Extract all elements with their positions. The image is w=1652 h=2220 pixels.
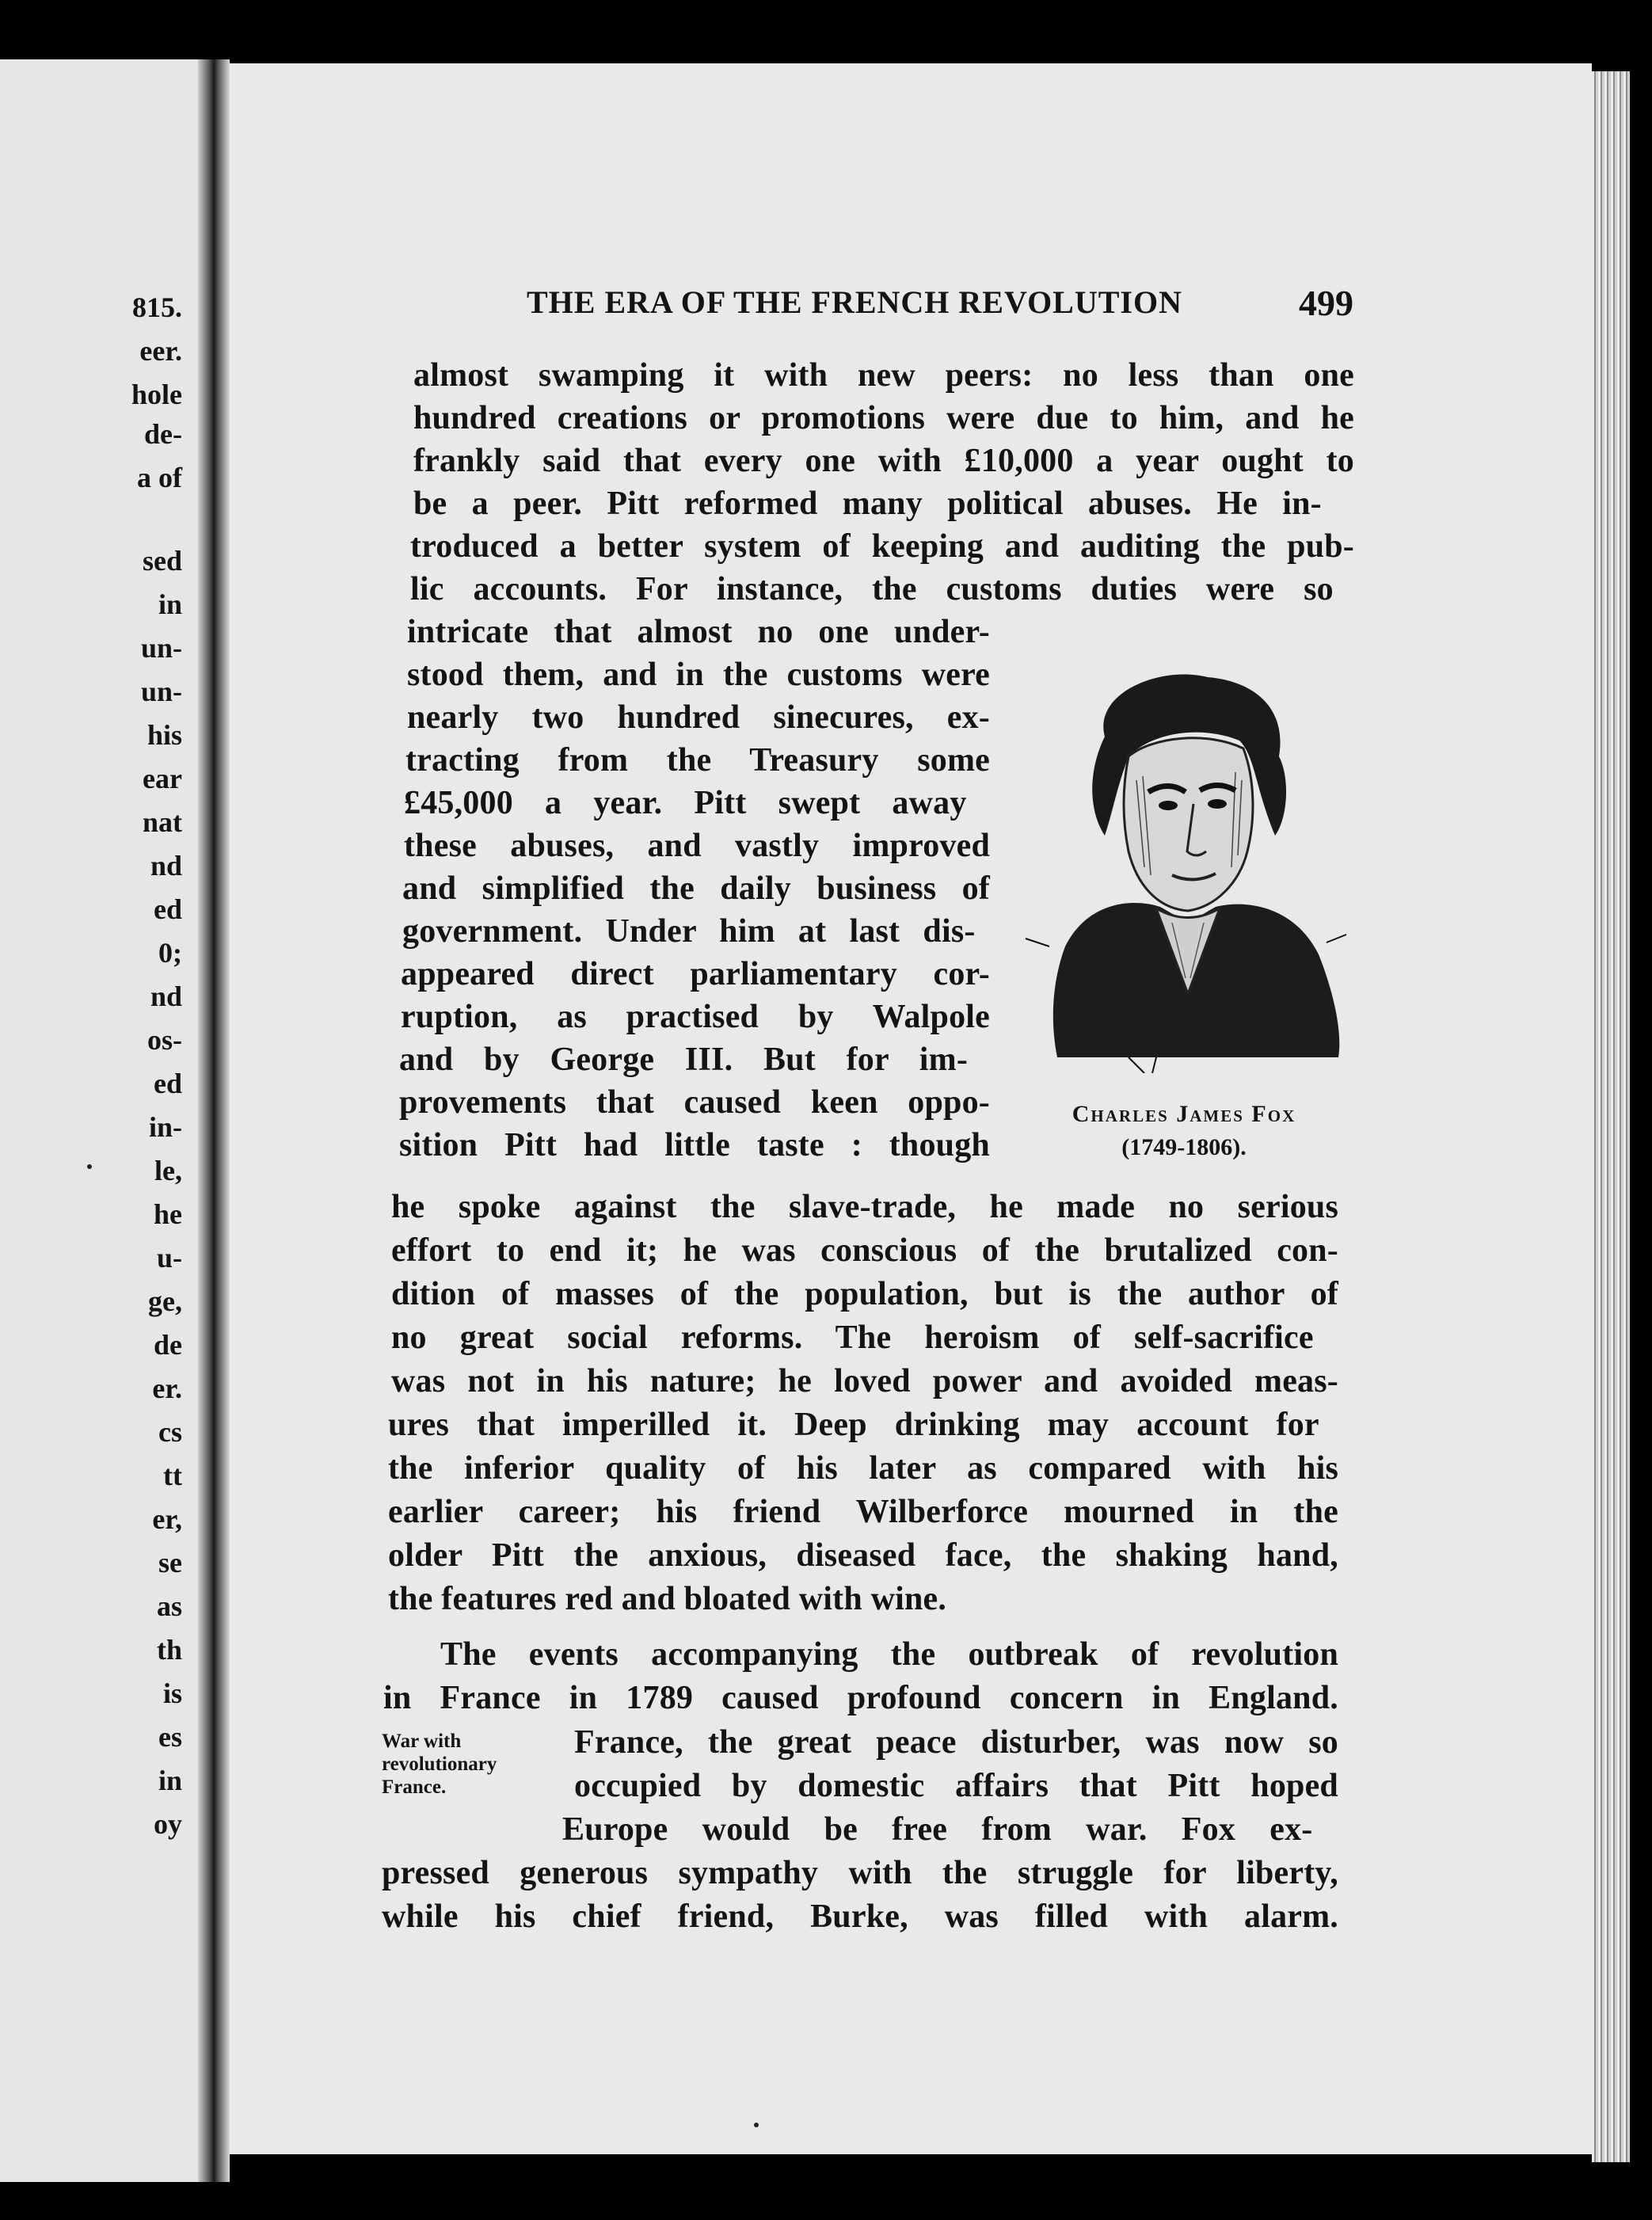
left-page-fragment: cs <box>158 1416 182 1448</box>
left-page-fragment: se <box>158 1547 182 1578</box>
body-line: he spoke against the slave-trade, he made no serious <box>391 1189 1338 1225</box>
left-page-fragment: ed <box>154 893 182 925</box>
left-page-fragment: ear <box>143 763 182 794</box>
left-page-fragment: un- <box>140 632 182 664</box>
left-page-fragment: eer. <box>139 335 182 367</box>
body-line: government. Under him at last dis- <box>402 913 976 950</box>
left-page-fragment: in <box>158 1765 182 1796</box>
dust-speck <box>754 2123 759 2127</box>
body-line: occupied by domestic affairs that Pitt hoped <box>574 1768 1338 1804</box>
left-page-fragment: er. <box>152 1373 182 1404</box>
body-line: £45,000 a year. Pitt swept away <box>404 785 967 821</box>
left-page-fragment: in- <box>148 1111 182 1143</box>
figure-caption-years: (1749-1806). <box>1121 1134 1247 1160</box>
left-page-fragment: his <box>147 719 182 751</box>
body-line: almost swamping it with new peers: no less than one <box>413 357 1354 394</box>
sidenote-line: revolutionary <box>382 1754 497 1775</box>
body-line: was not in his nature; he loved power and avoided meas- <box>391 1363 1338 1399</box>
left-page-fragment: ed <box>154 1068 182 1099</box>
body-line: appeared direct parliamentary cor- <box>401 956 990 992</box>
body-line: the inferior quality of his later as compared with his <box>388 1450 1338 1487</box>
left-page-fragment: er, <box>152 1503 182 1535</box>
body-line: ures that imperilled it. Deep drinking may account for <box>388 1407 1319 1443</box>
body-line: pressed generous sympathy with the struggle for liberty, <box>382 1855 1338 1891</box>
left-page <box>0 59 198 2182</box>
body-line: provements that caused keen oppo- <box>399 1084 990 1121</box>
left-page-fragment: un- <box>140 676 182 707</box>
body-line: sition Pitt had little taste : though <box>399 1127 990 1163</box>
body-line: ruption, as practised by Walpole <box>401 999 990 1035</box>
body-line: dition of masses of the population, but is the author of <box>391 1276 1338 1312</box>
left-page-fragment: nd <box>150 981 182 1012</box>
body-line: troduced a better system of keeping and auditing the pub- <box>410 528 1354 565</box>
body-line: hundred creations or promotions were due to him, and he <box>413 400 1354 436</box>
left-page-fragment: nd <box>150 850 182 882</box>
left-page-fragment: a of <box>137 462 182 493</box>
left-page-fragment: ge, <box>148 1285 182 1317</box>
page-number: 499 <box>1299 283 1353 323</box>
body-line: intricate that almost no one under- <box>407 614 990 650</box>
left-page-fragment: nat <box>142 806 182 838</box>
left-page-fragment: oy <box>154 1808 182 1840</box>
body-line: stood them, and in the customs were <box>407 657 990 693</box>
left-page-fragment: he <box>154 1198 182 1230</box>
body-line: while his chief friend, Burke, was filled with alarm. <box>382 1898 1338 1935</box>
body-line: and simplified the daily business of <box>402 870 990 907</box>
body-line: no great social reforms. The heroism of self-sacrifice <box>391 1319 1314 1356</box>
left-page-fragment: is <box>162 1677 182 1709</box>
body-line: earlier career; his friend Wilberforce mourned in the <box>388 1494 1338 1530</box>
body-line: The events accompanying the outbreak of revolution <box>440 1636 1338 1673</box>
body-line: nearly two hundred sinecures, ex- <box>407 699 990 736</box>
left-page-fragment: th <box>156 1634 182 1666</box>
body-line: frankly said that every one with £10,000 a year ought to <box>413 443 1354 479</box>
left-page-fragment: in <box>158 588 182 620</box>
body-line: the features red and bloated with wine. <box>388 1581 947 1617</box>
book-gutter <box>198 59 230 2182</box>
page-edges <box>1592 71 1630 2162</box>
left-page-fragment: sed <box>142 545 182 577</box>
left-page-fragment: tt <box>163 1460 182 1491</box>
body-line: these abuses, and vastly improved <box>404 828 990 864</box>
left-page-fragment: os- <box>147 1024 182 1056</box>
left-page-fragment: 815. <box>132 291 182 323</box>
sidenote-line: War with <box>382 1731 462 1752</box>
left-page-fragment: hole <box>131 379 182 410</box>
body-line: Europe would be free from war. Fox ex- <box>562 1811 1313 1848</box>
left-page-fragment: u- <box>156 1242 182 1274</box>
left-page-fragment: es <box>158 1721 182 1753</box>
body-line: and by George III. But for im- <box>399 1041 969 1078</box>
margin-sidenote <box>382 1730 497 1799</box>
left-page-fragment: 0; <box>158 937 182 969</box>
sidenote-line: France. <box>382 1776 447 1798</box>
running-title: THE ERA OF THE FRENCH REVOLUTION <box>527 284 1182 320</box>
left-page-fragment: de- <box>144 418 182 450</box>
body-line: effort to end it; he was conscious of the brutalized con- <box>391 1232 1338 1269</box>
left-page-fragment: de <box>154 1329 182 1361</box>
body-line: lic accounts. For instance, the customs duties were so <box>410 571 1334 607</box>
body-line: in France in 1789 caused profound concern in England. <box>383 1680 1338 1716</box>
left-page-fragment: as <box>156 1590 182 1622</box>
portrait-engraving <box>1018 661 1350 1073</box>
body-line: tracting from the Treasury some <box>405 742 990 779</box>
dust-speck <box>87 1164 92 1169</box>
body-line: France, the great peace disturber, was now so <box>574 1724 1338 1761</box>
body-line: older Pitt the anxious, diseased face, the shaking hand, <box>388 1537 1338 1574</box>
left-page-fragment: le, <box>154 1155 182 1186</box>
figure-caption-name: Charles James Fox <box>1072 1101 1296 1127</box>
body-line: be a peer. Pitt reformed many political abuses. He in- <box>413 486 1322 522</box>
